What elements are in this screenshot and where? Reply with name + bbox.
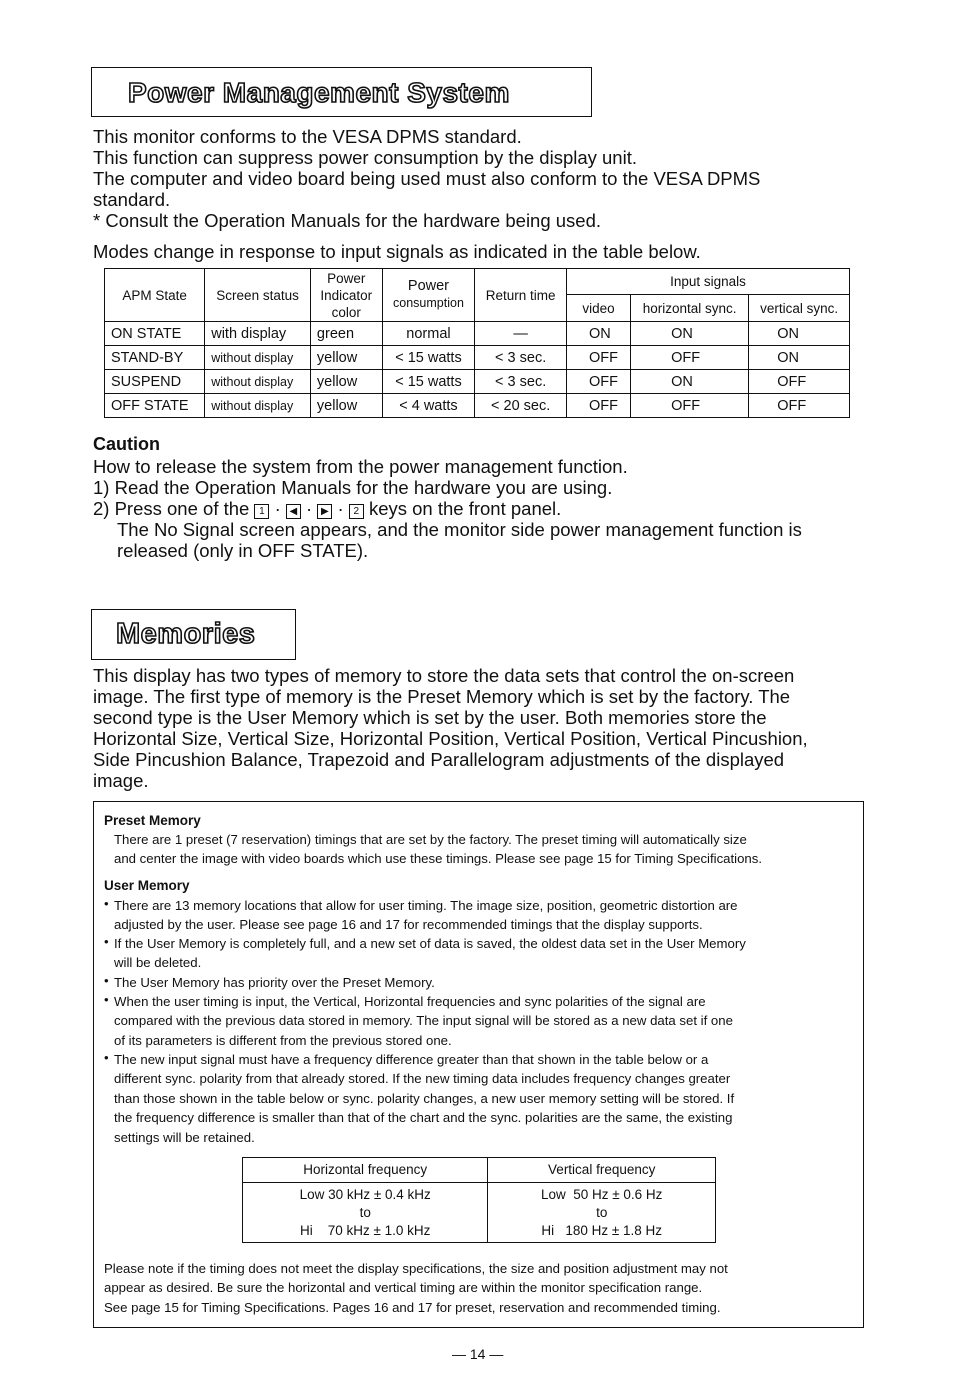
modes-line: Modes change in response to input signals as indicated in the table below. xyxy=(93,241,701,262)
header-vsync: vertical sync. xyxy=(749,295,850,322)
key-2-icon: 2 xyxy=(349,504,364,519)
header-vertical-frequency: Vertical frequency xyxy=(488,1158,716,1183)
key-right-arrow-icon: ▶ xyxy=(317,504,332,519)
preset-memory-title: Preset Memory xyxy=(104,813,201,828)
apm-state-table xyxy=(104,268,850,418)
key-left-arrow-icon: ◀ xyxy=(286,504,301,519)
header-video: video xyxy=(566,295,630,322)
intro-line: standard. xyxy=(93,189,171,210)
caution-line: 1) Read the Operation Manuals for the hardware you are using. xyxy=(93,477,613,498)
memories-section-title: Memories xyxy=(116,618,256,650)
key-1-icon: 1 xyxy=(254,504,269,519)
caution-line-keys: 2) Press one of the 1 · ◀ · ▶ · 2 keys on the front panel. xyxy=(93,498,562,519)
intro-line: * Consult the Operation Manuals for the hardware being used. xyxy=(93,210,602,231)
horizontal-frequency-cell: Low 30 kHz ± 0.4 kHz to Hi 70 kHz ± 1.0 kHz xyxy=(243,1183,488,1243)
user-bullet: The new input signal must have a frequency difference greater than that shown in the table below or a different sync. polarity from that already stored. If the new timing data includes frequency changes greater than those shown in the table below or sync. polarity changes, a new user memory setting will be stored. If the frequency difference is smaller than that of the chart and the sync. polarities are the same, the existing settings will be retained. xyxy=(114,1052,735,1145)
frequency-table xyxy=(242,1157,716,1243)
header-hsync: horizontal sync. xyxy=(631,295,749,322)
bullet-icon: • xyxy=(104,896,109,911)
caution-text xyxy=(93,456,802,561)
power-section-title-box xyxy=(91,67,592,117)
intro-line: The computer and video board being used must also conform to the VESA DPMS xyxy=(93,168,761,189)
caution-line: released (only in OFF STATE). xyxy=(117,540,369,561)
vertical-frequency-cell: Low 50 Hz ± 0.6 Hz to Hi 180 Hz ± 1.8 Hz xyxy=(488,1183,716,1243)
header-indicator-color: Power Indicator color xyxy=(310,269,382,322)
header-screen-status: Screen status xyxy=(205,269,311,322)
bullet-icon: • xyxy=(104,934,109,949)
bullet-icon: • xyxy=(104,992,109,1007)
caution-line: The No Signal screen appears, and the monitor side power management function is xyxy=(117,519,802,540)
intro-line: This monitor conforms to the VESA DPMS standard. xyxy=(93,126,522,147)
intro-line: This function can suppress power consumption by the display unit. xyxy=(93,147,637,168)
caution-title: Caution xyxy=(93,434,160,454)
user-bullet: The User Memory has priority over the Preset Memory. xyxy=(114,975,435,990)
header-horizontal-frequency: Horizontal frequency xyxy=(243,1158,488,1183)
page-number: — 14 — xyxy=(452,1346,504,1362)
table-row: STAND-BY without display yellow < 15 watts < 3 sec. OFF OFF ON xyxy=(105,346,850,370)
memories-section-title-box xyxy=(91,609,296,660)
header-input-signals: Input signals xyxy=(566,269,849,295)
table-row: ON STATE with display green normal — ON ON ON xyxy=(105,322,850,346)
preset-memory-text: There are 1 preset (7 reservation) timings that are set by the factory. The preset timing will automatically size and center the image with video boards which use these timings. Please see page 15 for Timing Specifications. xyxy=(114,832,763,867)
bullet-icon: • xyxy=(104,1050,109,1065)
memory-details-box xyxy=(93,801,864,1328)
user-bullet: If the User Memory is completely full, and a new set of data is saved, the oldest data set in the User Memory will be deleted. xyxy=(114,936,746,971)
header-return-time: Return time xyxy=(475,269,567,322)
timing-note: Please note if the timing does not meet the display specifications, the size and position adjustment may not appear as desired. Be sure the horizontal and vertical timing are within the monitor specification range. See page 15 for Timing Specifications. Pages 16 and 17 for preset, reservation and recommended timing. xyxy=(104,1261,728,1315)
user-bullet: There are 13 memory locations that allow for user timing. The image size, position, geometric distortion are adjusted by the user. Please see page 16 and 17 for recommended timings that the display supports. xyxy=(114,898,738,933)
user-memory-title: User Memory xyxy=(104,878,190,893)
table-row: SUSPEND without display yellow < 15 watts < 3 sec. OFF ON OFF xyxy=(105,370,850,394)
header-apm-state: APM State xyxy=(105,269,205,322)
caution-line: How to release the system from the power management function. xyxy=(93,456,628,477)
power-intro xyxy=(93,126,760,231)
bullet-icon: • xyxy=(104,973,109,988)
user-bullet: When the user timing is input, the Vertical, Horizontal frequencies and sync polarities of the signal are compared with the previous data stored in memory. The input signal will be stored as a new data set if one of its parameters is different from the previous stored one. xyxy=(114,994,733,1048)
power-section-title: Power Management System xyxy=(128,77,510,108)
table-row: OFF STATE without display yellow < 4 watts < 20 sec. OFF OFF OFF xyxy=(105,394,850,418)
header-power-consumption: Power consumption xyxy=(382,269,475,322)
memories-intro: This display has two types of memory to store the data sets that control the on-screen image. The first type of memory is the Preset Memory which is set by the factory. The second type is the User Memory which is set by the user. Both memories store the Horizontal Size, Vertical Size, Horizontal Position, Vertical Position, Vertical Pincushion, Side Pincushion Balance, Trapezoid and Parallelogram adjustments of the displayed image. xyxy=(93,665,808,791)
